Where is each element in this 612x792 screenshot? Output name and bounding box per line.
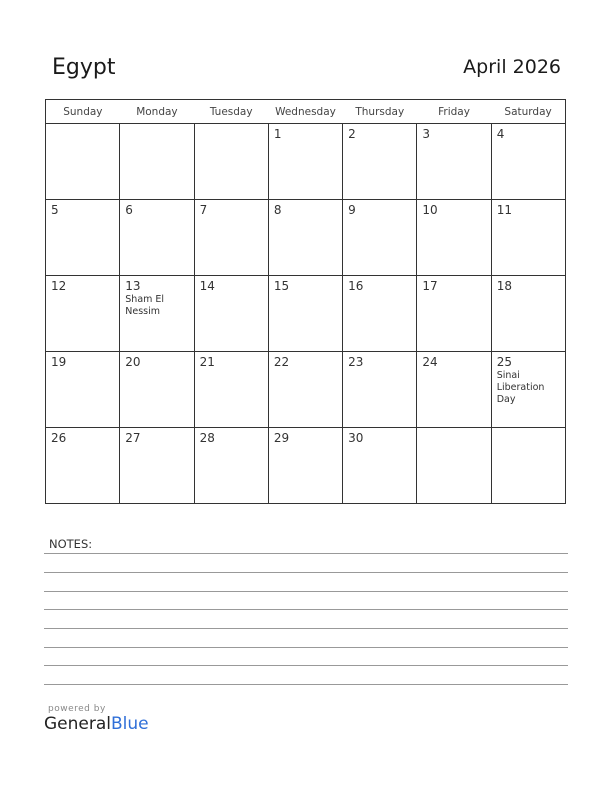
brand-general: General — [44, 714, 111, 734]
day-cell — [491, 352, 565, 428]
day-cell — [417, 428, 491, 504]
day-number: 16 — [348, 279, 364, 293]
day-cell — [120, 428, 194, 504]
day-cell — [120, 276, 194, 352]
brand-blue: Blue — [111, 714, 149, 734]
day-number: 15 — [273, 279, 290, 293]
day-cell — [46, 124, 120, 200]
note-line — [44, 591, 568, 592]
weekday-thursday: Thursday — [343, 100, 417, 124]
day-cell — [120, 352, 194, 428]
note-line — [44, 553, 568, 554]
day-cell — [46, 428, 120, 504]
week-row — [46, 352, 566, 428]
day-cell — [46, 276, 120, 352]
day-cell — [268, 276, 342, 352]
weekday-sunday: Sunday — [46, 100, 120, 124]
day-cell — [491, 428, 565, 504]
day-cell — [268, 124, 342, 200]
day-cell — [491, 276, 565, 352]
weekday-tuesday: Tuesday — [194, 100, 268, 124]
day-cell — [120, 124, 194, 200]
day-number: 23 — [348, 355, 364, 369]
weekday-saturday: Saturday — [491, 100, 565, 124]
day-number: 12 — [51, 279, 67, 293]
day-cell — [268, 352, 342, 428]
day-cell — [343, 200, 417, 276]
country-title: Egypt — [52, 55, 116, 80]
day-number: 20 — [125, 355, 141, 369]
day-cell — [194, 200, 268, 276]
day-cell — [120, 200, 194, 276]
day-number: 22 — [273, 355, 290, 369]
day-cell — [194, 276, 268, 352]
day-cell — [491, 200, 565, 276]
day-cell — [343, 276, 417, 352]
weekday-header-row — [46, 100, 566, 124]
holiday-label: Sham El Nessim — [125, 294, 165, 317]
week-row — [46, 428, 566, 504]
day-number: 24 — [422, 355, 438, 369]
week-row — [46, 124, 566, 200]
day-number: 4 — [496, 127, 505, 141]
day-cell — [194, 428, 268, 504]
day-number: 18 — [496, 279, 512, 293]
day-number: 27 — [125, 431, 141, 445]
day-number: 3 — [422, 127, 431, 141]
day-number: 2 — [348, 127, 356, 141]
day-cell — [268, 200, 342, 276]
week-row — [46, 276, 566, 352]
note-line — [44, 628, 568, 629]
day-cell — [343, 124, 417, 200]
weekday-monday: Monday — [120, 100, 194, 124]
brand-logo — [44, 704, 149, 734]
day-cell — [417, 276, 491, 352]
day-number: 21 — [199, 355, 215, 369]
day-number: 9 — [348, 203, 356, 217]
day-number: 11 — [496, 203, 512, 217]
day-number: 19 — [51, 355, 67, 369]
day-number: 5 — [51, 203, 59, 217]
day-cell — [194, 124, 268, 200]
day-cell — [194, 352, 268, 428]
week-row — [46, 200, 566, 276]
day-number: 26 — [51, 431, 67, 445]
month-year-title: April 2026 — [463, 56, 561, 78]
day-number: 28 — [199, 431, 215, 445]
day-cell — [417, 200, 491, 276]
day-cell — [268, 428, 342, 504]
day-cell — [417, 124, 491, 200]
calendar-grid — [45, 99, 566, 504]
day-number: 14 — [199, 279, 215, 293]
day-number: 29 — [273, 431, 290, 445]
day-cell — [46, 352, 120, 428]
day-number: 13 — [125, 279, 141, 293]
note-line — [44, 647, 568, 648]
day-number: 10 — [422, 203, 438, 217]
notes-label: NOTES: — [49, 537, 93, 551]
day-number: 25 — [496, 355, 512, 369]
day-number: 17 — [422, 279, 438, 293]
weekday-friday: Friday — [417, 100, 491, 124]
day-cell — [343, 352, 417, 428]
note-line — [44, 665, 568, 666]
day-number: 30 — [348, 431, 364, 445]
holiday-label: Sinai Liberation Day — [496, 370, 545, 405]
note-line — [44, 684, 568, 685]
day-number: 7 — [199, 203, 208, 217]
day-number: 1 — [273, 127, 282, 141]
day-cell — [46, 200, 120, 276]
note-line — [44, 572, 568, 573]
note-line — [44, 609, 568, 610]
weekday-wednesday: Wednesday — [268, 100, 342, 124]
powered-by-text: powered by — [48, 704, 106, 714]
day-cell — [343, 428, 417, 504]
day-cell — [491, 124, 565, 200]
day-number: 8 — [273, 203, 282, 217]
day-cell — [417, 352, 491, 428]
brand-wordmark — [44, 714, 149, 734]
day-number: 6 — [125, 203, 133, 217]
